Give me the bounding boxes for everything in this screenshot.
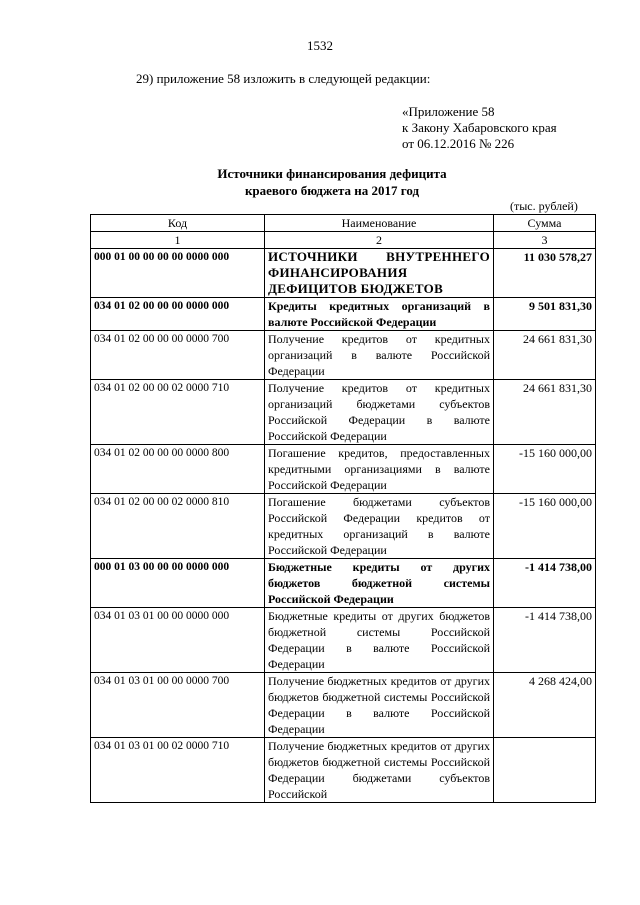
column-number: 2 [265,232,494,249]
table-row [91,738,596,803]
row-name: Погашение бюджетами субъектов Российской Федерации кредитов от кредитных организаций в валюте Российской Федерации [265,494,494,559]
row-code: 034 01 02 00 00 02 0000 810 [91,494,265,559]
row-sum: -1 414 738,00 [494,608,596,673]
row-code: 034 01 03 01 00 00 0000 000 [91,608,265,673]
row-sum: -15 160 000,00 [494,445,596,494]
header-row [91,215,596,232]
units-label: (тыс. рублей) [510,199,578,213]
row-name: Погашение кредитов, предоставленных кредитными организациями в валюте Российской Федерации [265,445,494,494]
row-name: Кредиты кредитных организаций в валюте Российской Федерации [265,298,494,331]
row-sum: 9 501 831,30 [494,298,596,331]
row-code: 034 01 02 00 00 00 0000 700 [91,331,265,380]
table-row [91,608,596,673]
row-sum [494,738,596,803]
header-sum: Сумма [494,215,596,232]
row-name: Получение кредитов от кредитных организаций бюджетами субъектов Российской Федерации в валюте Российской Федерации [265,380,494,445]
row-name: Получение бюджетных кредитов от других бюджетов бюджетной системы Российской Федерации бюджетами субъектов Российской [265,738,494,803]
row-code: 000 01 00 00 00 00 0000 000 [91,249,265,298]
table-row [91,559,596,608]
row-code: 034 01 03 01 00 00 0000 700 [91,673,265,738]
column-number: 1 [91,232,265,249]
row-sum: 4 268 424,00 [494,673,596,738]
table-row [91,494,596,559]
header-code: Код [91,215,265,232]
table-row [91,673,596,738]
header-name: Наименование [265,215,494,232]
amendment-text: 29) приложение 58 изложить в следующей редакции: [136,71,431,86]
row-name: ИСТОЧНИКИ ВНУТРЕННЕГО ФИНАНСИРОВАНИЯ ДЕФИЦИТОВ БЮДЖЕТОВ [265,249,494,298]
row-code: 034 01 02 00 00 00 0000 000 [91,298,265,331]
row-code: 034 01 02 00 00 00 0000 800 [91,445,265,494]
row-sum: 24 661 831,30 [494,380,596,445]
table-row [91,298,596,331]
appendix-line-3: от 06.12.2016 № 226 [402,136,515,151]
row-name: Получение кредитов от кредитных организаций в валюте Российской Федерации [265,331,494,380]
row-code: 034 01 02 00 00 02 0000 710 [91,380,265,445]
row-sum: -15 160 000,00 [494,494,596,559]
title-line-1: Источники финансирования дефицита [217,166,447,181]
column-number: 3 [494,232,596,249]
title-line-2: краевого бюджета на 2017 год [244,183,420,198]
row-name: Бюджетные кредиты от других бюджетов бюджетной системы Российской Федерации в валюте Российской Федерации [265,608,494,673]
row-name: Бюджетные кредиты от других бюджетов бюджетной системы Российской Федерации [265,559,494,608]
table-row [91,249,596,298]
row-name: Получение бюджетных кредитов от других бюджетов бюджетной системы Российской Федерации в валюте Российской Федерации [265,673,494,738]
row-code: 034 01 03 01 00 02 0000 710 [91,738,265,803]
appendix-line-2: к Закону Хабаровского края [402,120,557,135]
table-title [0,165,640,199]
table-row [91,445,596,494]
table-row [91,331,596,380]
table-row [91,380,596,445]
appendix-line-1: «Приложение 58 [402,104,495,119]
row-sum: 11 030 578,27 [494,249,596,298]
row-sum: 24 661 831,30 [494,331,596,380]
page-number: 1532 [307,38,333,53]
row-code: 000 01 03 00 00 00 0000 000 [91,559,265,608]
appendix-reference [402,104,557,152]
column-numbering-row [91,232,596,249]
row-sum: -1 414 738,00 [494,559,596,608]
financing-sources-table [90,214,596,803]
